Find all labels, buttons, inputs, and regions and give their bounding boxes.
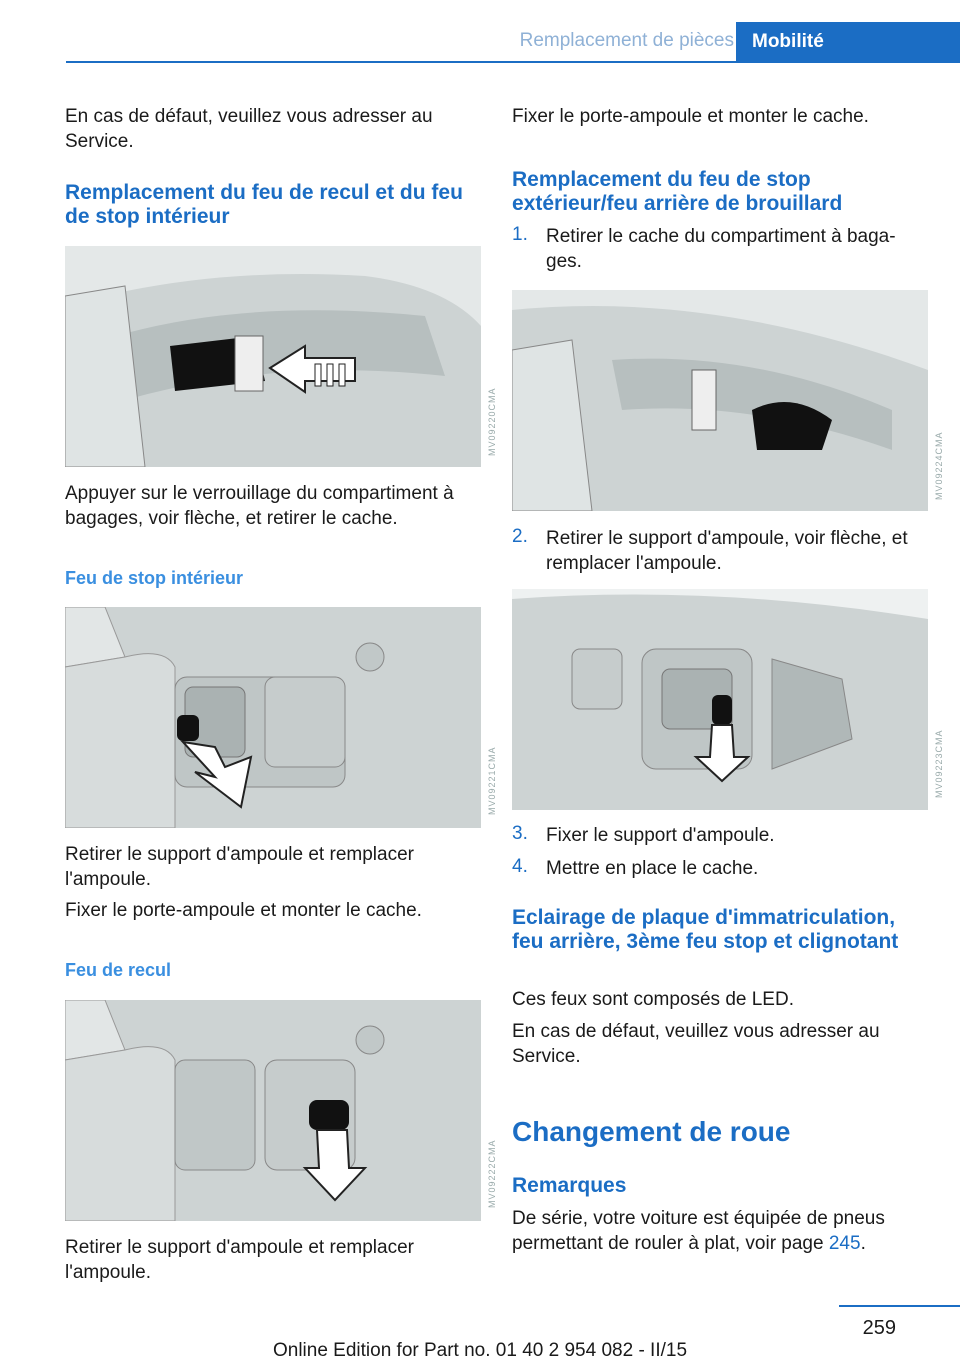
text-led: Ces feux sont composés de LED.	[512, 989, 794, 1010]
step-text: Retirer le support d'ampoule, voir flèche, et remplacer l'ampoule.	[546, 528, 908, 574]
step-number: 1.	[512, 224, 528, 245]
page-link[interactable]: 245	[828, 1233, 861, 1254]
step-number: 3.	[512, 823, 528, 844]
figure-code: MV09220CMA	[487, 387, 497, 456]
step-text: Retirer le cache du compartiment à baga‐ ges.	[546, 226, 896, 272]
header-chapter-tab: Mobilité	[736, 22, 960, 62]
step-number: 2.	[512, 526, 528, 547]
step-number: 4.	[512, 856, 528, 877]
text-run-flat: De série, votre voiture est équipée de pneus permettant de rouler à plat, voir page 245.	[512, 1208, 885, 1254]
heading-plate-light: Eclairage de plaque d'immatriculation, feu arrière, 3ème feu stop et clignotant	[512, 906, 899, 953]
step-text: Fixer le support d'ampoule.	[546, 825, 775, 846]
step-text: Mettre en place le cache.	[546, 858, 759, 879]
page-header	[66, 22, 960, 62]
page-number: 259	[862, 1317, 896, 1339]
edition-note: Online Edition for Part no. 01 40 2 954 082 - II/15	[272, 1340, 688, 1361]
heading-inner-stop: Feu de stop intérieur	[65, 568, 244, 588]
figure-outer-bulb	[512, 589, 928, 810]
text-fix-holder-2: Fixer le porte-ampoule et monter le cache.	[512, 106, 869, 127]
intro-text: En cas de défaut, veuillez vous adresser au Service.	[65, 106, 433, 152]
figure-inner-stop-bulb	[65, 607, 481, 828]
figure-code: MV09222CMA	[487, 1139, 497, 1208]
footer-rule	[839, 1305, 960, 1307]
figure-backup-bulb	[65, 1000, 481, 1221]
figure-code: MV09221CMA	[487, 746, 497, 815]
text-remove-bulb: Retirer le support d'ampoule et remplacer l'ampoule.	[65, 844, 414, 890]
text-service: En cas de défaut, veuillez vous adresser au Service.	[512, 1021, 880, 1067]
figure-code: MV09224CMA	[934, 431, 944, 500]
heading-wheel-change: Changement de roue	[512, 1116, 791, 1147]
heading-backup: Feu de recul	[65, 960, 172, 980]
header-rule	[66, 61, 960, 63]
heading-outer-stop: Remplacement du feu de stop extérieur/feu arrière de brouillard	[512, 168, 843, 215]
header-section-title: Remplacement de pièces	[519, 30, 734, 51]
figure-code: MV09223CMA	[934, 729, 944, 798]
text-remove-bulb-2: Retirer le support d'ampoule et remplacer l'ampoule.	[65, 1237, 414, 1283]
text-press-lock: Appuyer sur le verrouillage du compartiment à bagages, voir flèche, et retirer le cache.	[65, 483, 454, 529]
text-fix-holder: Fixer le porte-ampoule et monter le cache.	[65, 900, 422, 921]
heading-notes: Remarques	[512, 1174, 627, 1197]
figure-trunk-cover	[65, 246, 481, 467]
heading-backup-light: Remplacement du feu de recul et du feu de stop intérieur	[65, 181, 463, 228]
figure-trunk-cover-outer	[512, 290, 928, 511]
